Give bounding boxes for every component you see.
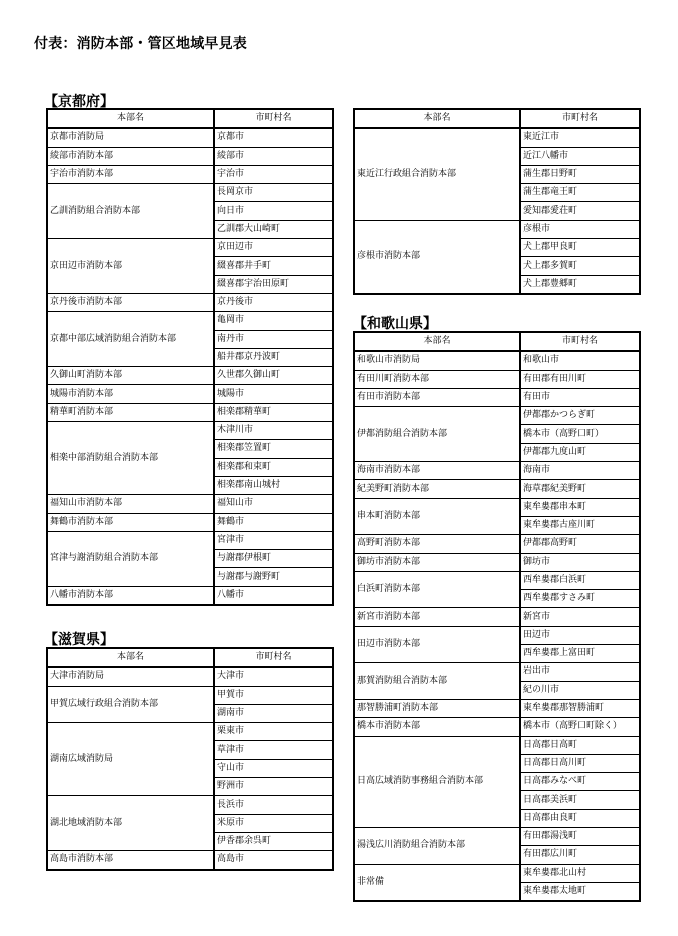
municipality-cell: 東牟婁郡北山村 <box>520 864 640 882</box>
table-row <box>354 128 640 147</box>
org-name-cell: 湯浅広川消防組合消防本部 <box>354 828 520 865</box>
municipality-cell: 日高郡日高川町 <box>520 754 640 772</box>
table-row <box>47 239 333 257</box>
municipality-cell: 米原市 <box>214 814 333 832</box>
org-name-cell: 非常備 <box>354 864 520 901</box>
municipality-cell: 高島市 <box>214 851 333 870</box>
org-name-cell: 湖北地域消防本部 <box>47 796 214 851</box>
municipality-cell: 福知山市 <box>214 495 333 513</box>
org-name-cell: 宮津与謝消防組合消防本部 <box>47 531 214 586</box>
municipality-cell: 東近江市 <box>520 128 640 147</box>
org-name-cell: 甲賀広域行政組合消防本部 <box>47 686 214 723</box>
municipality-cell: 木津川市 <box>214 422 333 440</box>
municipality-cell: 橋本市（高野口町除く） <box>520 718 640 736</box>
table-row <box>354 535 640 553</box>
municipality-cell: 相楽郡笠置町 <box>214 440 333 458</box>
table-row <box>354 608 640 626</box>
municipality-cell: 有田郡有田川町 <box>520 370 640 388</box>
table-row <box>354 864 640 882</box>
municipality-cell: 与謝郡伊根町 <box>214 550 333 568</box>
table-row <box>354 370 640 388</box>
municipality-cell: 犬上郡豊郷町 <box>520 275 640 294</box>
municipality-cell: 綴喜郡井手町 <box>214 257 333 275</box>
org-name-cell: 有田市消防本部 <box>354 388 520 406</box>
org-name-cell: 東近江行政組合消防本部 <box>354 128 520 220</box>
municipality-cell: 京都市 <box>214 128 333 147</box>
table-row <box>354 351 640 370</box>
municipality-cell: 日高郡由良町 <box>520 809 640 827</box>
table-row <box>354 663 640 681</box>
table-row <box>354 736 640 754</box>
org-name-cell: 城陽市消防本部 <box>47 385 214 403</box>
table-row <box>354 220 640 238</box>
municipality-cell: 海南市 <box>520 462 640 480</box>
table-row <box>354 626 640 644</box>
municipality-cell: 守山市 <box>214 759 333 777</box>
table-row <box>47 495 333 513</box>
org-column-header: 本部名 <box>47 109 214 128</box>
org-name-cell: 大津市消防局 <box>47 667 214 686</box>
municipality-cell: 有田郡湯浅町 <box>520 828 640 846</box>
wakayama-table <box>353 331 641 902</box>
org-name-cell: 海南市消防本部 <box>354 462 520 480</box>
municipality-cell: 伊都郡かつらぎ町 <box>520 407 640 425</box>
table-row <box>354 480 640 498</box>
municipality-cell: 西牟婁郡白浜町 <box>520 571 640 589</box>
org-name-cell: 高島市消防本部 <box>47 851 214 870</box>
table-row <box>47 184 333 202</box>
muni-column-header: 市町村名 <box>214 109 333 128</box>
org-name-cell: 田辺市消防本部 <box>354 626 520 663</box>
table-row <box>47 686 333 704</box>
municipality-cell: 甲賀市 <box>214 686 333 704</box>
org-name-cell: 那智勝浦町消防本部 <box>354 699 520 717</box>
municipality-cell: 犬上郡多賀町 <box>520 257 640 275</box>
municipality-cell: 有田市 <box>520 388 640 406</box>
table-row <box>354 699 640 717</box>
municipality-cell: 宇治市 <box>214 165 333 183</box>
table-row <box>354 718 640 736</box>
table-row <box>47 851 333 870</box>
org-column-header: 本部名 <box>354 109 520 128</box>
municipality-cell: 東牟婁郡古座川町 <box>520 516 640 534</box>
table-row <box>47 403 333 421</box>
municipality-cell: 相楽郡精華町 <box>214 403 333 421</box>
table-row <box>47 367 333 385</box>
municipality-cell: 久世郡久御山町 <box>214 367 333 385</box>
municipality-cell: 船井郡京丹波町 <box>214 348 333 366</box>
org-name-cell: 綾部市消防本部 <box>47 147 214 165</box>
municipality-cell: 有田郡広川町 <box>520 846 640 864</box>
municipality-cell: 大津市 <box>214 667 333 686</box>
municipality-cell: 和歌山市 <box>520 351 640 370</box>
municipality-cell: 紀の川市 <box>520 681 640 699</box>
org-name-cell: 宇治市消防本部 <box>47 165 214 183</box>
table-row <box>47 796 333 814</box>
kyoto-heading: 【京都府】 <box>44 94 114 110</box>
municipality-cell: 近江八幡市 <box>520 147 640 165</box>
table-row <box>354 498 640 516</box>
municipality-cell: 草津市 <box>214 741 333 759</box>
org-name-cell: 舞鶴市消防本部 <box>47 513 214 531</box>
municipality-cell: 西牟婁郡上富田町 <box>520 645 640 663</box>
municipality-cell: 宮津市 <box>214 531 333 549</box>
org-name-cell: 福知山市消防本部 <box>47 495 214 513</box>
municipality-cell: 日高郡日高町 <box>520 736 640 754</box>
org-name-cell: 日高広域消防事務組合消防本部 <box>354 736 520 827</box>
org-name-cell: 久御山町消防本部 <box>47 367 214 385</box>
org-name-cell: 有田川町消防本部 <box>354 370 520 388</box>
shiga-continued-table <box>353 108 641 295</box>
municipality-cell: 海草郡紀美野町 <box>520 480 640 498</box>
municipality-cell: 長浜市 <box>214 796 333 814</box>
org-name-cell: 高野町消防本部 <box>354 535 520 553</box>
org-name-cell: 京田辺市消防本部 <box>47 239 214 294</box>
org-name-cell: 相楽中部消防組合消防本部 <box>47 422 214 495</box>
org-name-cell: 精華町消防本部 <box>47 403 214 421</box>
muni-column-header: 市町村名 <box>520 332 640 351</box>
org-name-cell: 橋本市消防本部 <box>354 718 520 736</box>
municipality-cell: 橋本市（高野口町） <box>520 425 640 443</box>
municipality-cell: 犬上郡甲良町 <box>520 239 640 257</box>
table-row <box>354 571 640 589</box>
table-row <box>354 553 640 571</box>
org-column-header: 本部名 <box>354 332 520 351</box>
table-row <box>47 165 333 183</box>
shiga-table <box>46 647 334 871</box>
org-name-cell: 和歌山市消防局 <box>354 351 520 370</box>
table-row <box>47 293 333 311</box>
municipality-cell: 岩出市 <box>520 663 640 681</box>
municipality-cell: 日高郡みなべ町 <box>520 773 640 791</box>
municipality-cell: 東牟婁郡太地町 <box>520 882 640 901</box>
table-row <box>47 422 333 440</box>
municipality-cell: 御坊市 <box>520 553 640 571</box>
municipality-cell: 西牟婁郡すさみ町 <box>520 590 640 608</box>
municipality-cell: 栗東市 <box>214 723 333 741</box>
municipality-cell: 相楽郡南山城村 <box>214 476 333 494</box>
org-name-cell: 京都市消防局 <box>47 128 214 147</box>
org-name-cell: 白浜町消防本部 <box>354 571 520 608</box>
municipality-cell: 彦根市 <box>520 220 640 238</box>
table-row <box>354 462 640 480</box>
table-row <box>47 385 333 403</box>
table-row <box>47 147 333 165</box>
municipality-cell: 亀岡市 <box>214 312 333 330</box>
table-row <box>47 667 333 686</box>
table-row <box>47 586 333 605</box>
org-name-cell: 紀美野町消防本部 <box>354 480 520 498</box>
table-row <box>47 513 333 531</box>
org-name-cell: 京都中部広域消防組合消防本部 <box>47 312 214 367</box>
municipality-cell: 伊都郡高野町 <box>520 535 640 553</box>
municipality-cell: 愛知郡愛荘町 <box>520 202 640 220</box>
municipality-cell: 向日市 <box>214 202 333 220</box>
municipality-cell: 京丹後市 <box>214 293 333 311</box>
municipality-cell: 八幡市 <box>214 586 333 605</box>
municipality-cell: 東牟婁郡那智勝浦町 <box>520 699 640 717</box>
municipality-cell: 相楽郡和束町 <box>214 458 333 476</box>
municipality-cell: 京田辺市 <box>214 239 333 257</box>
org-column-header: 本部名 <box>47 648 214 667</box>
municipality-cell: 南丹市 <box>214 330 333 348</box>
municipality-cell: 綾部市 <box>214 147 333 165</box>
org-name-cell: 伊都消防組合消防本部 <box>354 407 520 462</box>
page-title: 付表：消防本部・管区地域早見表 <box>34 36 247 52</box>
org-name-cell: 湖南広域消防局 <box>47 723 214 796</box>
municipality-cell: 田辺市 <box>520 626 640 644</box>
muni-column-header: 市町村名 <box>520 109 640 128</box>
table-row <box>354 388 640 406</box>
municipality-cell: 城陽市 <box>214 385 333 403</box>
org-name-cell: 那賀消防組合消防本部 <box>354 663 520 700</box>
municipality-cell: 湖南市 <box>214 704 333 722</box>
kyoto-table <box>46 108 334 606</box>
municipality-cell: 蒲生郡日野町 <box>520 165 640 183</box>
table-row <box>47 723 333 741</box>
org-name-cell: 彦根市消防本部 <box>354 220 520 294</box>
table-row <box>47 128 333 147</box>
org-name-cell: 八幡市消防本部 <box>47 586 214 605</box>
municipality-cell: 乙訓郡大山崎町 <box>214 220 333 238</box>
municipality-cell: 新宮市 <box>520 608 640 626</box>
municipality-cell: 長岡京市 <box>214 184 333 202</box>
table-row <box>47 312 333 330</box>
org-name-cell: 御坊市消防本部 <box>354 553 520 571</box>
municipality-cell: 舞鶴市 <box>214 513 333 531</box>
org-name-cell: 乙訓消防組合消防本部 <box>47 184 214 239</box>
wakayama-heading: 【和歌山県】 <box>353 316 437 332</box>
municipality-cell: 伊香郡余呉町 <box>214 832 333 850</box>
municipality-cell: 東牟婁郡串本町 <box>520 498 640 516</box>
org-name-cell: 京丹後市消防本部 <box>47 293 214 311</box>
table-row <box>354 407 640 425</box>
municipality-cell: 伊都郡九度山町 <box>520 443 640 461</box>
shiga-heading: 【滋賀県】 <box>44 632 114 648</box>
municipality-cell: 与謝郡与謝野町 <box>214 568 333 586</box>
municipality-cell: 野洲市 <box>214 778 333 796</box>
org-name-cell: 新宮市消防本部 <box>354 608 520 626</box>
org-name-cell: 串本町消防本部 <box>354 498 520 535</box>
table-row <box>47 531 333 549</box>
municipality-cell: 日高郡美浜町 <box>520 791 640 809</box>
municipality-cell: 綴喜郡宇治田原町 <box>214 275 333 293</box>
table-row <box>354 828 640 846</box>
municipality-cell: 蒲生郡竜王町 <box>520 184 640 202</box>
muni-column-header: 市町村名 <box>214 648 333 667</box>
